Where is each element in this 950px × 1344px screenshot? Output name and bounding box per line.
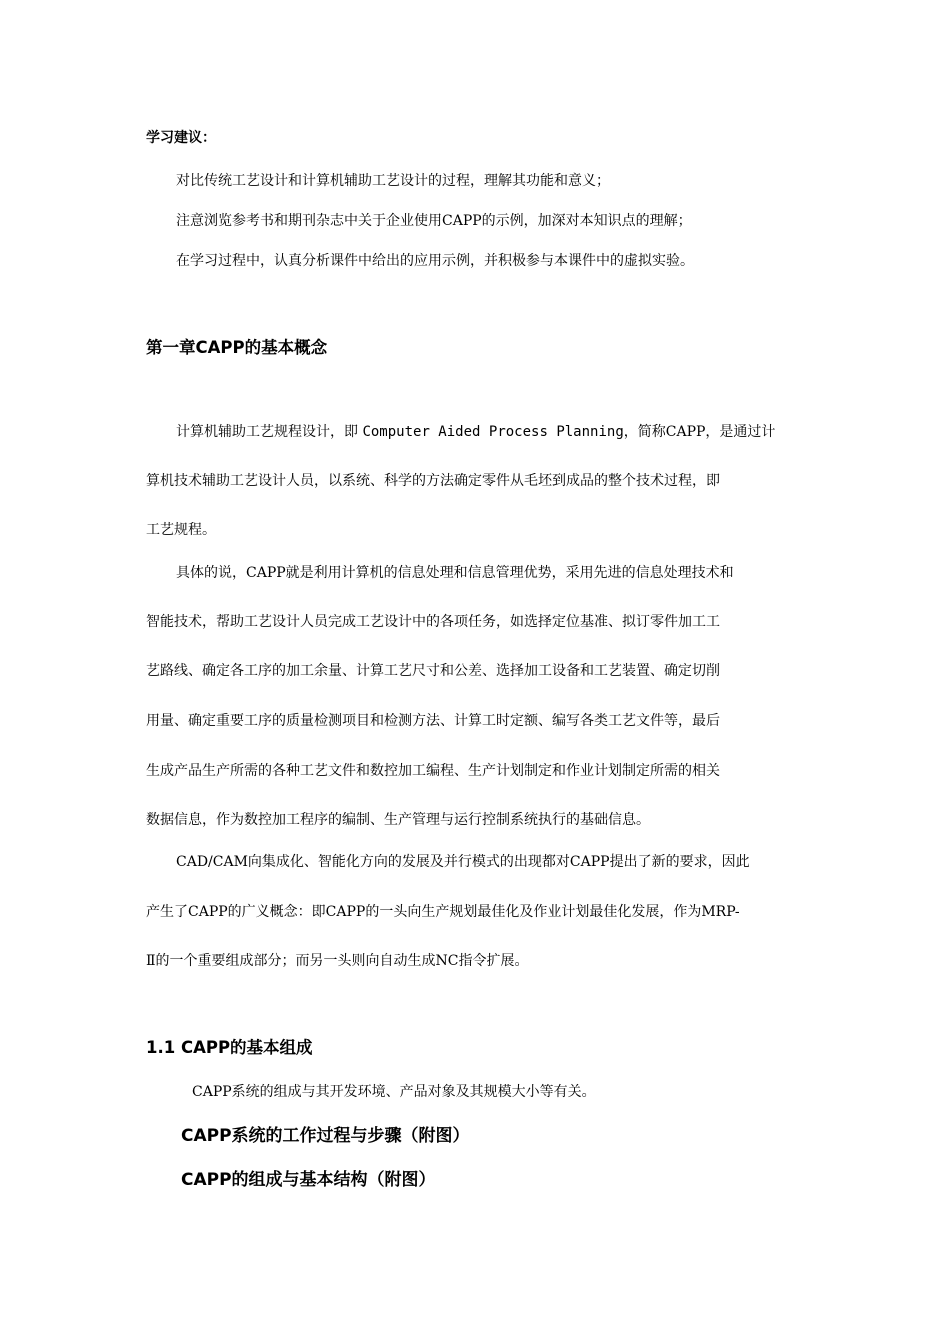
chapter-paragraph-3-line-2: 产生了CAPP的广义概念：即CAPP的一头向生产规划最佳化及作业计划最佳化发展，作为MRP-	[146, 904, 740, 920]
p1-line1-after: ，简称CAPP，是通过计	[623, 424, 776, 440]
figure-link-1[interactable]: CAPP系统的工作过程与步骤（附图）	[181, 1126, 470, 1146]
study-tip-item-1: 对比传统工艺设计和计算机辅助工艺设计的过程，理解其功能和意义；	[176, 173, 610, 189]
chapter-paragraph-1-line-2: 算机技术辅助工艺设计人员，以系统、科学的方法确定零件从毛坯到成品的整个技术过程，即	[146, 473, 720, 489]
chapter-paragraph-2-line-4: 用量、确定重要工序的质量检测项目和检测方法、计算工时定额、编写各类工艺文件等，最后	[146, 713, 720, 729]
chapter-paragraph-2-line-2: 智能技术，帮助工艺设计人员完成工艺设计中的各项任务，如选择定位基准、拟订零件加工工	[146, 614, 720, 630]
figure-link-2[interactable]: CAPP的组成与基本结构（附图）	[181, 1170, 436, 1190]
p1-line1-english: Computer Aided Process Planning	[362, 424, 624, 440]
chapter-paragraph-1-line-1	[176, 421, 775, 441]
chapter-paragraph-2-line-6: 数据信息，作为数控加工程序的编制、生产管理与运行控制系统执行的基础信息。	[146, 812, 650, 828]
chapter-paragraph-2-line-3: 艺路线、确定各工序的加工余量、计算工艺尺寸和公差、选择加工设备和工艺装置、确定切削	[146, 663, 720, 679]
study-tip-item-3: 在学习过程中，认真分析课件中给出的应用示例，并积极参与本课件中的虚拟实验。	[176, 253, 694, 269]
section-title: 1.1 CAPP的基本组成	[146, 1038, 313, 1057]
chapter-paragraph-3-line-1: CAD/CAM向集成化、智能化方向的发展及并行模式的出现都对CAPP提出了新的要求，因此	[176, 854, 750, 870]
study-tip-item-2: 注意浏览参考书和期刊杂志中关于企业使用CAPP的示例，加深对本知识点的理解；	[176, 213, 692, 229]
chapter-paragraph-2-line-5: 生成产品生产所需的各种工艺文件和数控加工编程、生产计划制定和作业计划制定所需的相关	[146, 763, 720, 779]
chapter-title: 第一章CAPP的基本概念	[146, 338, 328, 357]
study-tips-heading: 学习建议：	[146, 130, 216, 146]
chapter-paragraph-3-line-3: Ⅱ的一个重要组成部分；而另一头则向自动生成NC指令扩展。	[146, 953, 529, 969]
chapter-paragraph-1-line-3: 工艺规程。	[146, 522, 216, 538]
chapter-paragraph-2-line-1: 具体的说，CAPP就是利用计算机的信息处理和信息管理优势，采用先进的信息处理技术和	[176, 565, 734, 581]
p1-line1-before: 计算机辅助工艺规程设计，即	[176, 424, 363, 440]
section-intro: CAPP系统的组成与其开发环境、产品对象及其规模大小等有关。	[192, 1084, 596, 1100]
